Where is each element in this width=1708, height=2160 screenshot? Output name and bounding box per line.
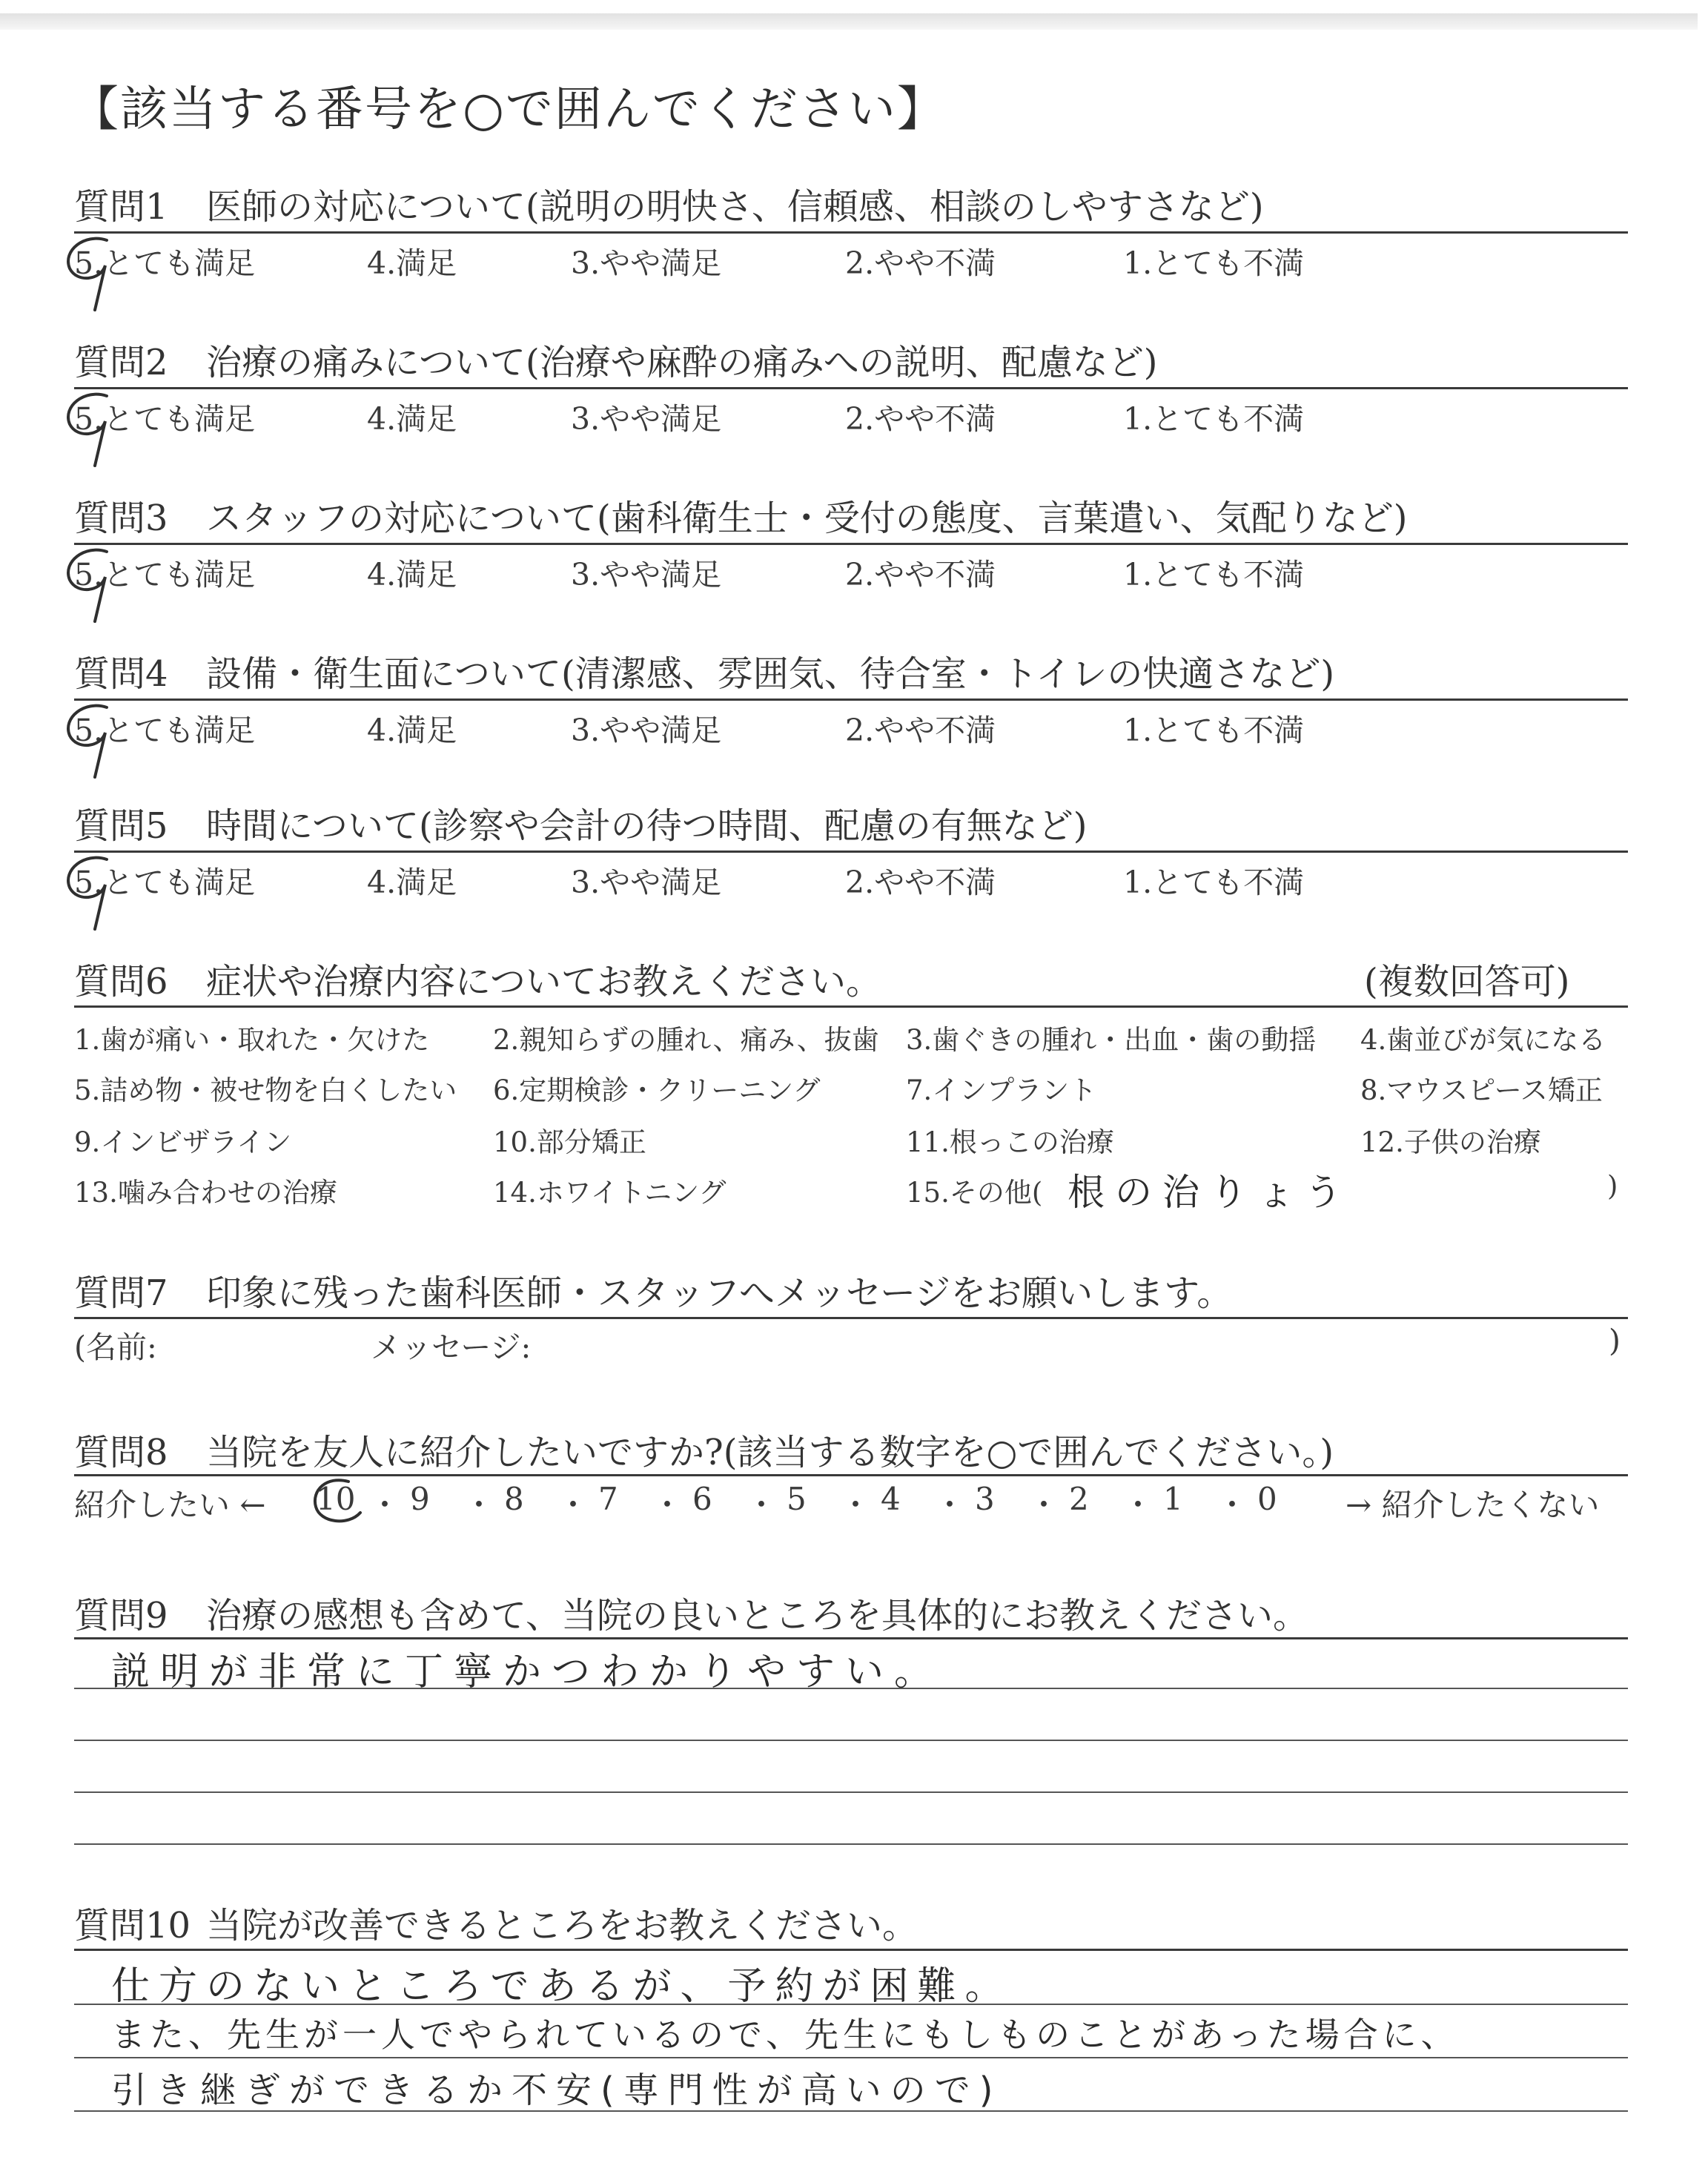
q2-option: 3.やや満足 (571, 401, 722, 437)
q8-scale-number: 8 (504, 1481, 524, 1517)
q9-answer-line: 説明が非常に丁寧かつわかりやすい。 (111, 1650, 944, 1694)
q6-item: 10.部分矯正 (493, 1126, 646, 1158)
q7-name-label: (名前: (74, 1330, 157, 1365)
q1-text: 医師の対応について(説明の明快さ、信頼感、相談のしやすさなど) (206, 186, 1264, 228)
q7-message-label: メッセージ: (371, 1330, 532, 1365)
answer-circle-mark (68, 239, 107, 310)
q2-number: 質問2 (74, 342, 168, 383)
q1-option: 1.とても不満 (1123, 245, 1305, 281)
q8-scale-number: 2 (1069, 1481, 1089, 1517)
q5-text: 時間について(診察や会計の待つ時間、配慮の有無など) (206, 805, 1088, 847)
q8-scale-number: 0 (1257, 1481, 1277, 1517)
q8-text: 当院を友人に紹介したいですか?(該当する数字を○で囲んでください。) (206, 1432, 1334, 1473)
q4-option: 3.やや満足 (571, 713, 722, 748)
q6-multiple-note: (複数回答可) (1364, 961, 1570, 1003)
q8-number: 質問8 (74, 1432, 168, 1473)
q8-scale-dot: ・ (840, 1487, 872, 1523)
q6-item: 2.親知らずの腫れ、痛み、抜歯 (493, 1024, 879, 1056)
q4-number: 質問4 (74, 653, 168, 695)
q8-scale-number: 7 (598, 1481, 618, 1517)
q2-option: 4.満足 (367, 401, 457, 437)
q6-item: 5.詰め物・被せ物を白くしたい (74, 1074, 457, 1106)
q4-option: 1.とても不満 (1123, 713, 1305, 748)
q10-number: 質問10 (74, 1905, 191, 1946)
q8-scale-number: 1 (1163, 1481, 1183, 1517)
q5-option: 3.やや満足 (571, 865, 722, 900)
q6-item: 9.インビザライン (74, 1126, 292, 1158)
q2-option: 1.とても不満 (1123, 401, 1305, 437)
q9-number: 質問9 (74, 1595, 168, 1636)
q6-item: 1.歯が痛い・取れた・欠けた (74, 1024, 430, 1056)
q8-scale-dot: ・ (557, 1487, 589, 1523)
q10-answer-line: 引き継ぎができるか不安(専門性が高いので) (111, 2070, 1002, 2111)
q8-scale-dot: ・ (1217, 1487, 1248, 1523)
q10-text: 当院が改善できるところをお教えください。 (206, 1905, 918, 1946)
q3-option: 3.やや満足 (571, 557, 722, 592)
q8-scale-dot: ・ (934, 1487, 966, 1523)
answer-circle-mark (68, 550, 107, 621)
q2-option: 5.とても満足 (74, 401, 256, 437)
q1-option: 5.とても満足 (74, 245, 256, 281)
q4-option: 2.やや不満 (845, 713, 996, 748)
q8-right-label: → 紹介したくない (1345, 1487, 1600, 1523)
q5-option: 1.とても不満 (1123, 865, 1305, 900)
q10-answer-line: また、先生が一人でやられているので、先生にもしものことがあった場合に、 (111, 2015, 1460, 2055)
q8-scale-number: 5 (787, 1481, 807, 1517)
q7-number: 質問7 (74, 1272, 168, 1314)
q6-number: 質問6 (74, 961, 168, 1003)
q5-number: 質問5 (74, 805, 168, 847)
q6-item: 4.歯並びが気になる (1360, 1024, 1606, 1056)
q6-item: ) (1607, 1170, 1618, 1202)
q6-item: 15.その他( (906, 1177, 1043, 1209)
q8-scale-dot: ・ (746, 1487, 778, 1523)
q8-scale-dot: ・ (1028, 1487, 1060, 1523)
q7-text: 印象に残った歯科医師・スタッフへメッセージをお願いします。 (206, 1272, 1233, 1314)
q3-option: 2.やや不満 (845, 557, 996, 592)
q1-option: 3.やや満足 (571, 245, 722, 281)
q2-option: 2.やや不満 (845, 401, 996, 437)
q8-answer-circle-mark (315, 1480, 360, 1521)
q3-number: 質問3 (74, 498, 168, 539)
q8-scale-number: 10 (316, 1481, 356, 1517)
answer-circle-mark (68, 706, 107, 777)
q1-option: 2.やや不満 (845, 245, 996, 281)
q8-scale-dot: ・ (369, 1487, 401, 1523)
q6-text: 症状や治療内容についてお教えください。 (206, 961, 882, 1003)
q7-close-paren: ) (1609, 1323, 1621, 1358)
q5-option: 5.とても満足 (74, 865, 256, 900)
q8-scale-number: 3 (975, 1481, 995, 1517)
q2-text: 治療の痛みについて(治療や麻酔の痛みへの説明、配慮など) (206, 342, 1158, 383)
q3-option: 5.とても満足 (74, 557, 256, 592)
q6-other-handwritten: 根の治りょう (1068, 1171, 1352, 1214)
q8-scale-dot: ・ (652, 1487, 683, 1523)
q1-option: 4.満足 (367, 245, 457, 281)
q8-scale-dot: ・ (463, 1487, 495, 1523)
q4-option: 5.とても満足 (74, 713, 256, 748)
q9-text: 治療の感想も含めて、当院の良いところを具体的にお教えください。 (206, 1595, 1309, 1636)
q4-text: 設備・衛生面について(清潔感、雰囲気、待合室・トイレの快適さなど) (206, 653, 1335, 695)
q4-option: 4.満足 (367, 713, 457, 748)
q8-left-label: 紹介したい ← (74, 1487, 266, 1523)
q6-item: 7.インプラント (906, 1074, 1097, 1106)
page-header: 【該当する番号を○で囲んでください】 (71, 82, 946, 137)
q1-number: 質問1 (74, 186, 168, 228)
q3-text: スタッフの対応について(歯科衛生士・受付の態度、言葉遣い、気配りなど) (206, 498, 1408, 539)
q3-option: 1.とても不満 (1123, 557, 1305, 592)
q10-answer-line: 仕方のないところであるが、予約が困難。 (111, 1964, 1013, 2009)
q6-item: 12.子供の治療 (1360, 1126, 1541, 1158)
q8-scale-dot: ・ (1122, 1487, 1154, 1523)
q6-item: 11.根っこの治療 (906, 1126, 1114, 1158)
q8-scale-number: 6 (692, 1481, 712, 1517)
q6-item: 8.マウスピース矯正 (1360, 1074, 1603, 1106)
q5-option: 2.やや不満 (845, 865, 996, 900)
q3-option: 4.満足 (367, 557, 457, 592)
q6-item: 6.定期検診・クリーニング (493, 1074, 821, 1106)
answer-circle-mark (68, 858, 107, 929)
q6-item: 14.ホワイトニング (493, 1177, 726, 1209)
q6-item: 13.噛み合わせの治療 (74, 1177, 337, 1209)
q6-item: 3.歯ぐきの腫れ・出血・歯の動揺 (906, 1024, 1317, 1056)
q5-option: 4.満足 (367, 865, 457, 900)
q8-scale-number: 9 (410, 1481, 430, 1517)
q8-scale-number: 4 (881, 1481, 901, 1517)
answer-circle-mark (68, 394, 107, 466)
